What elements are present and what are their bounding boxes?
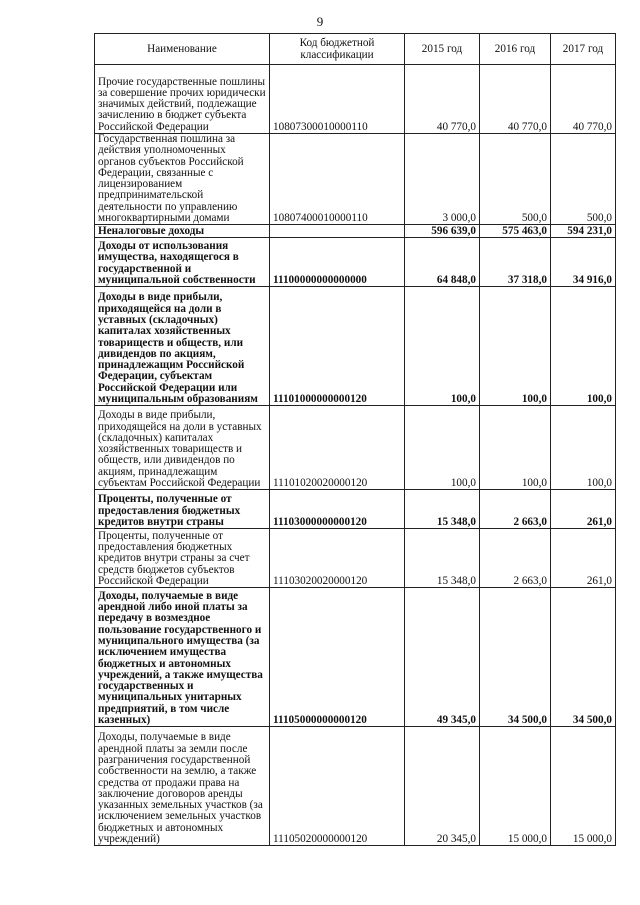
row-value-2016: 34 500,0: [480, 588, 551, 727]
table-row: [95, 588, 616, 727]
header-2015: 2015 год: [405, 34, 480, 65]
row-value-2017: 40 770,0: [551, 65, 616, 134]
row-code: 10807400010000110: [270, 134, 405, 225]
page-number: 9: [316, 14, 324, 29]
row-value-2016: 100,0: [480, 406, 551, 490]
row-name: Проценты, полученные от предоставления бюджетных кредитов внутри страны: [95, 490, 270, 529]
table-row: [95, 406, 616, 490]
table-row: [95, 287, 616, 406]
row-value-2016: 100,0: [480, 287, 551, 406]
row-code: 11101000000000120: [270, 287, 405, 406]
table-row: [95, 727, 616, 846]
row-value-2016: 37 318,0: [480, 238, 551, 287]
row-value-2017: 261,0: [551, 490, 616, 529]
row-name: Прочие государственные пошлины за совершение прочих юридически значимых действий, подлежащие зачислению в бюджет субъекта Российской Федерации: [95, 65, 270, 134]
row-value-2017: 594 231,0: [551, 225, 616, 238]
row-code: 11105000000000120: [270, 588, 405, 727]
row-name: Доходы в виде прибыли, приходящейся на доли в уставных (складочных) капиталах хозяйственных товариществ и обществ, или дивидендов по акциям, принадлежащим субъектам Российской Федерации: [95, 406, 270, 490]
header-2017: 2017 год: [551, 34, 616, 65]
row-value-2017: 261,0: [551, 529, 616, 588]
header-name: Наименование: [95, 34, 270, 65]
row-code: 11101020020000120: [270, 406, 405, 490]
row-value-2017: 100,0: [551, 287, 616, 406]
row-value-2015: 596 639,0: [405, 225, 480, 238]
row-value-2017: 15 000,0: [551, 727, 616, 846]
row-value-2016: 2 663,0: [480, 490, 551, 529]
table-header-row: [95, 34, 616, 65]
row-value-2015: 64 848,0: [405, 238, 480, 287]
row-name: Проценты, полученные от предоставления бюджетных кредитов внутри страны за счет средств бюджетов субъектов Российской Федерации: [95, 529, 270, 588]
row-code: 11105020000000120: [270, 727, 405, 846]
row-value-2015: 3 000,0: [405, 134, 480, 225]
row-value-2015: 100,0: [405, 287, 480, 406]
row-value-2016: 40 770,0: [480, 65, 551, 134]
row-name: Доходы, получаемые в виде арендной платы за земли после разграничения государственной собственности на землю, а также средства от продажи права на заключение договоров аренды указанных земельных участков (за исключением земельных участков бюджетных и автономных учреждений): [95, 727, 270, 846]
row-name: Доходы в виде прибыли, приходящейся на доли в уставных (складочных) капиталах хозяйственных товариществ и обществ, или дивидендов по акциям, принадлежащим Российской Федерации, субъектам Российской Федерации или муниципальным образованиям: [95, 287, 270, 406]
row-name: Доходы от использования имущества, находящегося в государственной и муниципальной собственности: [95, 238, 270, 287]
row-value-2015: 100,0: [405, 406, 480, 490]
table-row: [95, 238, 616, 287]
row-value-2017: 500,0: [551, 134, 616, 225]
row-value-2016: 15 000,0: [480, 727, 551, 846]
row-name: Доходы, получаемые в виде арендной либо иной платы за передачу в возмездное пользование государственного и муниципального имущества (за исключением имущества бюджетных и автономных учреждений, а также имущества государственных и муниципальных унитарных предприятий, в том числе казенных): [95, 588, 270, 727]
table-row: [95, 529, 616, 588]
row-value-2015: 49 345,0: [405, 588, 480, 727]
row-value-2016: 575 463,0: [480, 225, 551, 238]
row-value-2016: 2 663,0: [480, 529, 551, 588]
table-row: [95, 490, 616, 529]
row-name: Неналоговые доходы: [95, 225, 270, 238]
header-2016: 2016 год: [480, 34, 551, 65]
row-code: 11103020020000120: [270, 529, 405, 588]
row-value-2015: 40 770,0: [405, 65, 480, 134]
row-code: 10807300010000110: [270, 65, 405, 134]
row-value-2015: 20 345,0: [405, 727, 480, 846]
row-value-2017: 34 916,0: [551, 238, 616, 287]
row-value-2017: 100,0: [551, 406, 616, 490]
row-name: Государственная пошлина за действия уполномоченных органов субъектов Российской Федерации, связанные с лицензированием предпринимательской деятельности по управлению многоквартирными домами: [95, 134, 270, 225]
row-code: 11103000000000120: [270, 490, 405, 529]
row-code: 11100000000000000: [270, 238, 405, 287]
row-value-2015: 15 348,0: [405, 490, 480, 529]
row-code: [270, 225, 405, 238]
row-value-2017: 34 500,0: [551, 588, 616, 727]
row-value-2015: 15 348,0: [405, 529, 480, 588]
header-code: Код бюджетной классификации: [270, 34, 405, 65]
table-row: [95, 225, 616, 238]
budget-revenue-table: [94, 33, 616, 846]
table-row: [95, 65, 616, 134]
table-row: [95, 134, 616, 225]
row-value-2016: 500,0: [480, 134, 551, 225]
